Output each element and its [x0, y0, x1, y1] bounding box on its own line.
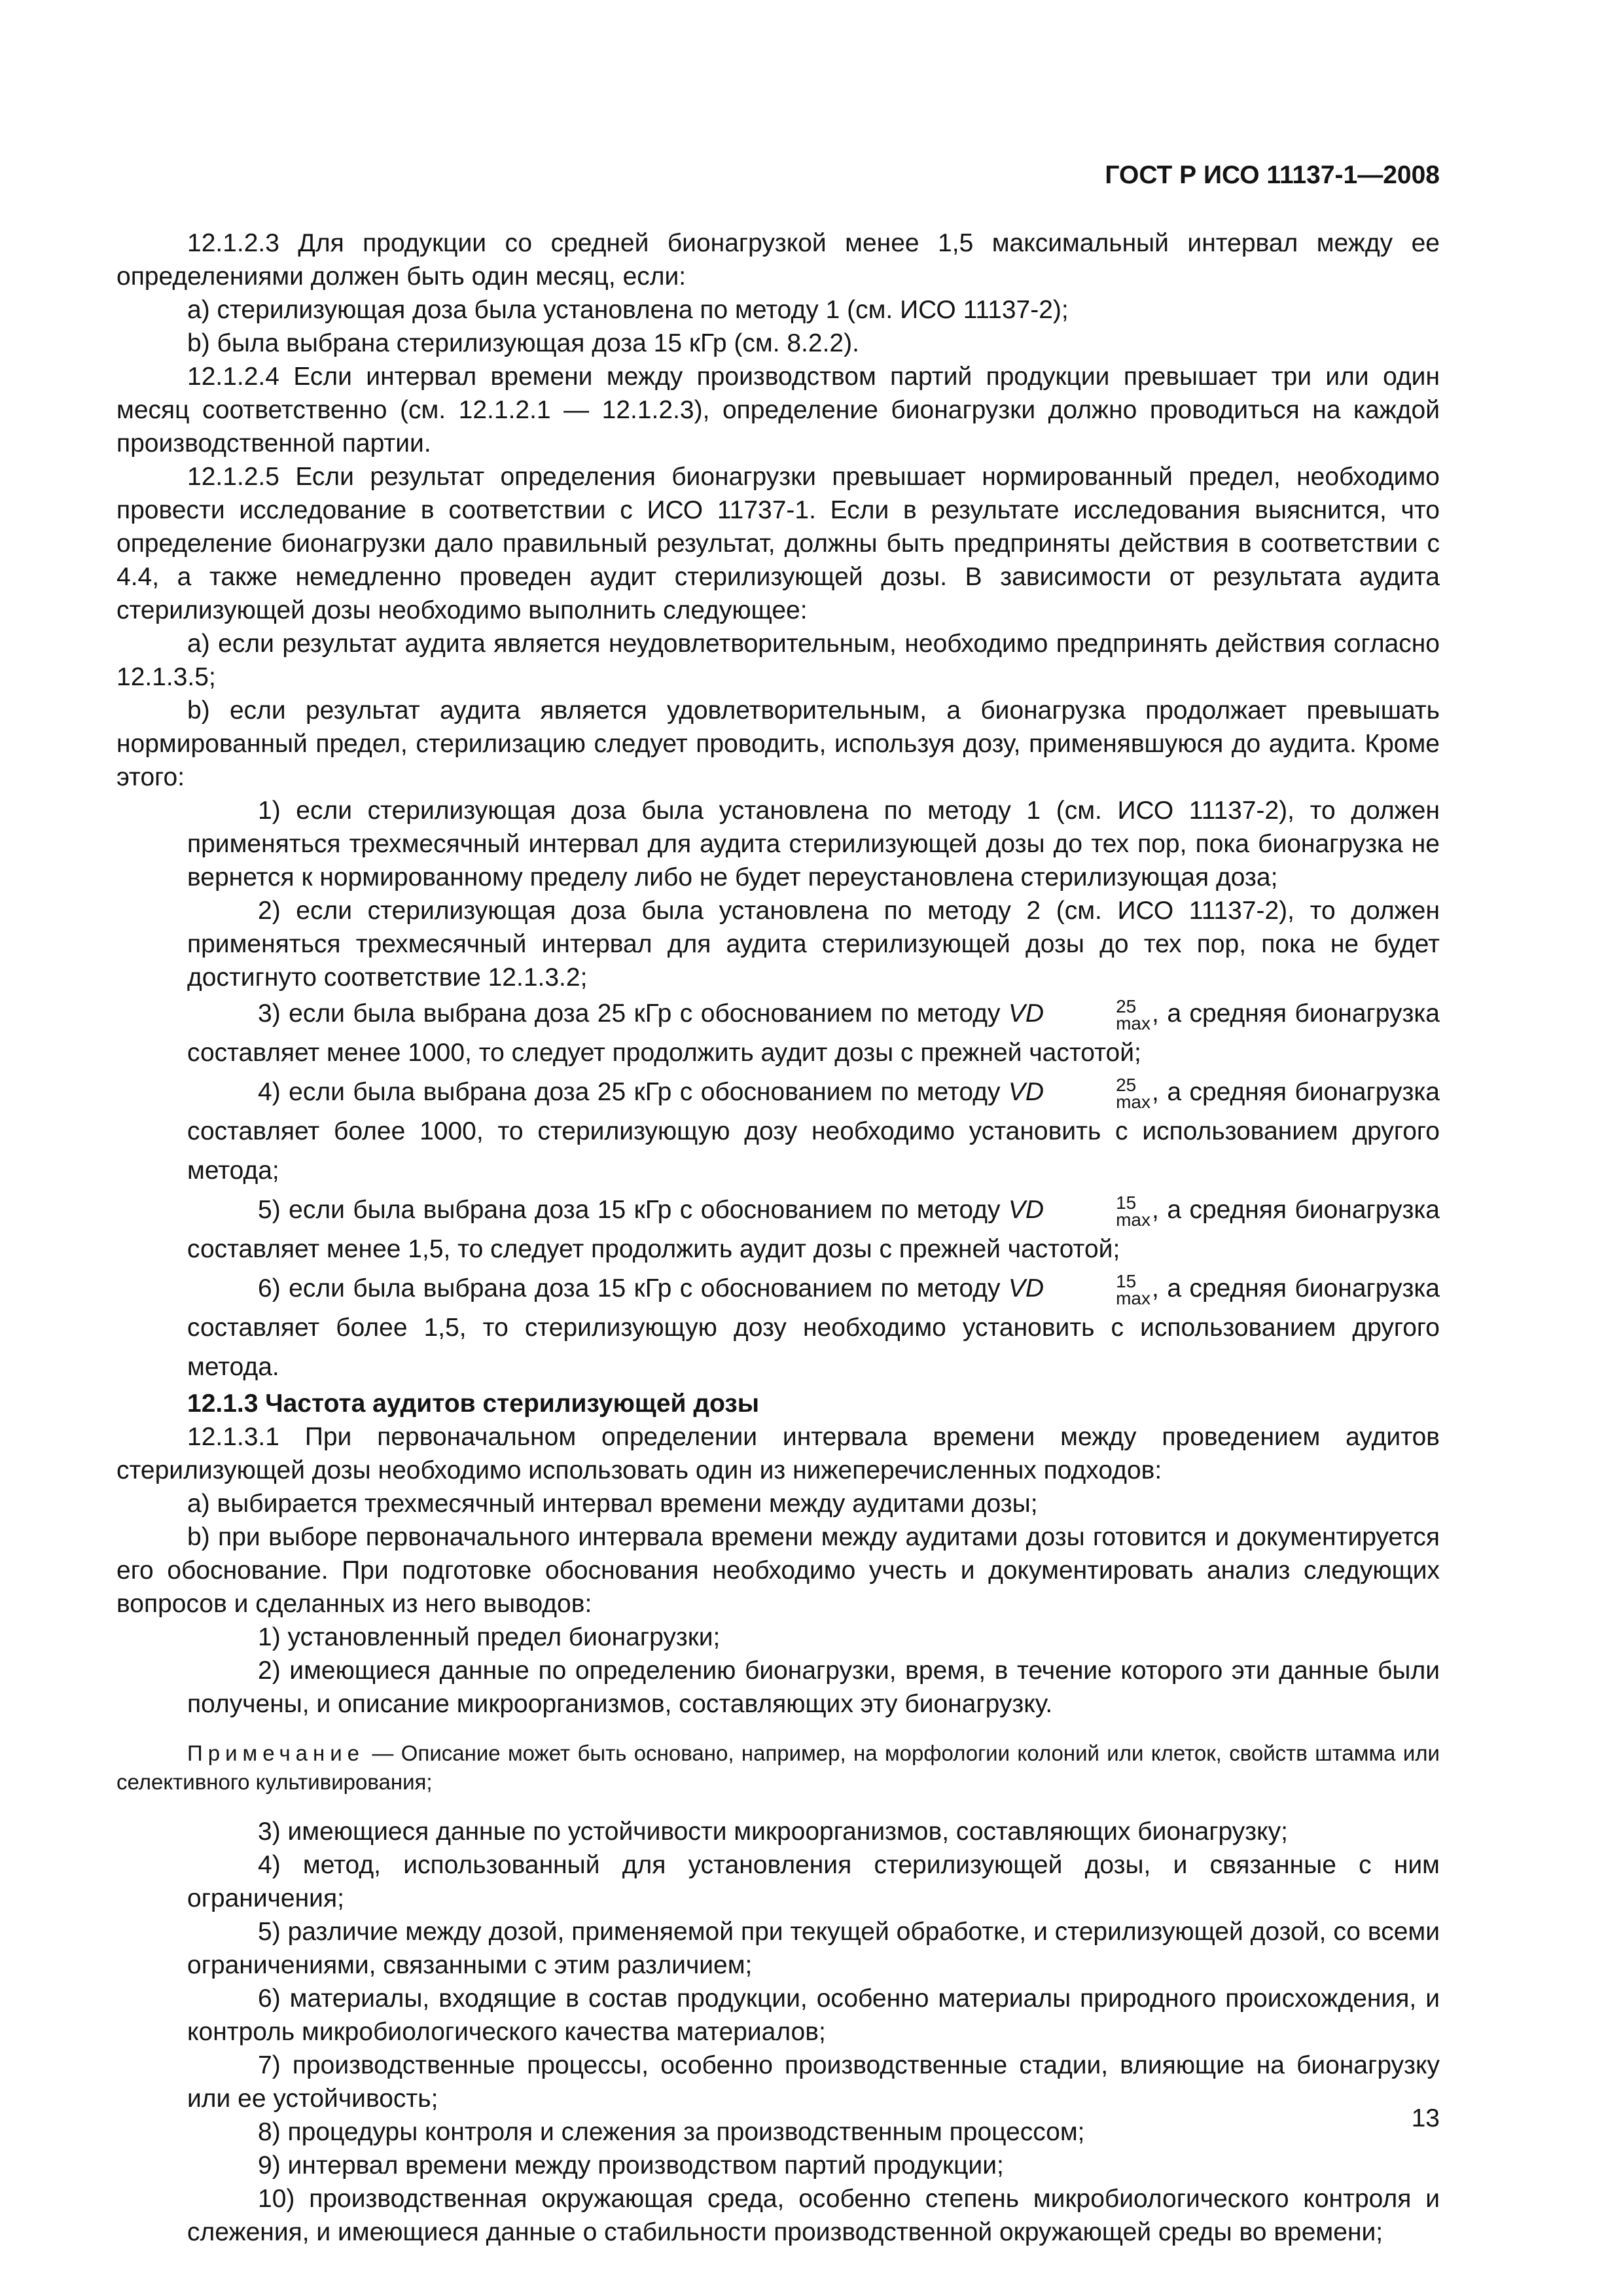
- vd-symbol: VD: [1008, 1274, 1044, 1302]
- vd-superscript: 25: [1116, 996, 1137, 1016]
- list-item: [116, 994, 1440, 1073]
- paragraph: 2) если стерилизующая доза была установлена по методу 2 (см. ИСО 11137-2), то должен применяться трехмесячный интервал для аудита стерилизующей дозы до тех пор, пока не будет достигнуто соответствие 12.1.3.2;: [187, 897, 1440, 992]
- vd-index: [1045, 1194, 1150, 1229]
- vd-superscript: 15: [1116, 1270, 1137, 1291]
- paragraph: 3) имеющиеся данные по устойчивости микроорганизмов, составляющих бионагрузку;: [258, 1818, 1289, 1846]
- list-item-text: , а средняя бионагрузка составляет менее 1000, то следует продолжить аудит дозы с прежней частотой;: [187, 999, 1440, 1067]
- list-item-text: 3) если была выбрана доза 25 кГр с обоснованием по методу: [258, 999, 1008, 1028]
- list-item-text: , а средняя бионагрузка составляет более 1000, то стерилизующую дозу необходимо установить с использованием другого метода;: [187, 1078, 1440, 1185]
- paragraph-group-2: [116, 1420, 1440, 1721]
- vd-subscript: max: [1116, 1287, 1151, 1308]
- list-item: [116, 1269, 1440, 1387]
- vd-subscript: max: [1116, 1013, 1151, 1033]
- vd-index: [1045, 1270, 1151, 1308]
- list-item: [116, 1073, 1440, 1191]
- section-heading: 12.1.3 Частота аудитов стерилизующей дозы: [187, 1390, 760, 1418]
- vd-subscript: max: [1116, 1091, 1151, 1112]
- paragraph: 9) интервал времени между производством партий продукции;: [258, 2151, 1004, 2179]
- paragraph: 5) различие между дозой, применяемой при текущей обработке, и стерилизующей дозой, со всеми ограничениями, связанными с этим различием;: [187, 1918, 1440, 1979]
- paragraph: 1) установленный предел бионагрузки;: [258, 1623, 721, 1651]
- note: [116, 1739, 1440, 1797]
- paragraph: a) стерилизующая доза была установлена по методу 1 (см. ИСО 11137-2);: [187, 296, 1069, 324]
- paragraph: 2) имеющиеся данные по определению бионагрузки, время, в течение которого эти данные были получены, и описание микроорганизмов, составляющих эту бионагрузку.: [187, 1657, 1440, 1718]
- paragraph: 7) производственные процессы, особенно производственные стадии, влияющие на бионагрузку или ее устойчивость;: [187, 2051, 1440, 2113]
- paragraph: 4) метод, использованный для установления стерилизующей дозы, и связанные с ним ограничения;: [187, 1851, 1440, 1912]
- vd-items-group: [116, 994, 1440, 1387]
- vd-symbol: VD: [1008, 1078, 1044, 1106]
- list-item-text: 5) если была выбрана доза 15 кГр с обоснованием по методу: [258, 1196, 1008, 1224]
- paragraph: b) была выбрана стерилизующая доза 15 кГр (см. 8.2.2).: [187, 329, 859, 357]
- paragraph-group-1: [116, 226, 1440, 994]
- vd-symbol: VD: [1008, 999, 1044, 1028]
- vd-superscript: 25: [1116, 1074, 1137, 1095]
- list-item-text: , а средняя бионагрузка составляет более 1,5, то стерилизующую дозу необходимо установить с использованием другого метода.: [187, 1274, 1440, 1381]
- document-page: [116, 0, 1440, 2296]
- paragraph: 8) процедуры контроля и слежения за производственным процессом;: [258, 2118, 1085, 2146]
- list-item-text: 6) если была выбрана доза 15 кГр с обоснованием по методу: [258, 1274, 1008, 1302]
- paragraph-group-3: [116, 1815, 1440, 2249]
- note-label: Примечание: [187, 1741, 365, 1765]
- vd-symbol: VD: [1008, 1196, 1044, 1224]
- paragraph: 6) материалы, входящие в состав продукции, особенно материалы природного происхождения, и контроль микробиологического качества материалов;: [187, 1984, 1440, 2046]
- paragraph: 10) производственная окружающая среда, особенно степень микробиологического контроля и слежения, и имеющиеся данные о стабильности производственной окружающей среды во времени;: [187, 2185, 1440, 2246]
- paragraph: a) если результат аудита является неудовлетворительным, необходимо предпринять действия согласно 12.1.3.5;: [116, 630, 1440, 691]
- note-text: — Описание может быть основано, например, на морфологии колоний или клеток, свойств штамма или селективного культивирования;: [116, 1741, 1440, 1794]
- vd-index: [1045, 998, 1150, 1032]
- paragraph: 12.1.3.1 При первоначальном определении интервала времени между проведением аудитов стерилизующей дозы необходимо использовать один из нижеперечисленных подходов:: [116, 1423, 1440, 1484]
- paragraph: 1) если стерилизующая доза была установлена по методу 1 (см. ИСО 11137-2), то должен применяться трехмесячный интервал для аудита стерилизующей дозы до тех пор, пока бионагрузка не вернется к нормированному пределу либо не будет переустановлена стерилизующая доза;: [187, 797, 1440, 891]
- paragraph: 12.1.2.4 Если интервал времени между производством партий продукции превышает три или один месяц соответственно (см. 12.1.2.1 — 12.1.2.3), определение бионагрузки должно проводиться на каждой производственной партии.: [116, 363, 1440, 457]
- paragraph: 12.1.2.5 Если результат определения бионагрузки превышает нормированный предел, необходимо провести исследование в соответствии с ИСО 11737-1. Если в результате исследования выяснится, что определение бионагрузки дало правильный результат, должны быть предприняты действия в соответствии с 4.4, а также немедленно проведен аудит стерилизующей дозы. В зависимости от результата аудита стерилизующей дозы необходимо выполнить следующее:: [116, 463, 1440, 624]
- paragraph: b) если результат аудита является удовлетворительным, а бионагрузка продолжает превышать нормированный предел, стерилизацию следует проводить, используя дозу, применявшуюся до аудита. Кроме этого:: [116, 696, 1440, 791]
- list-item: [116, 1191, 1440, 1269]
- document-header: ГОСТ Р ИСО 11137-1—2008: [1105, 161, 1440, 189]
- paragraph: b) при выборе первоначального интервала времени между аудитами дозы готовится и документируется его обоснование. При подготовке обоснования необходимо учесть и документировать анализ следующих вопросов и сделанных из него выводов:: [116, 1523, 1440, 1618]
- vd-subscript: max: [1116, 1209, 1151, 1230]
- page-number: 13: [1411, 2104, 1440, 2132]
- list-item-text: , а средняя бионагрузка составляет менее 1,5, то следует продолжить аудит дозы с прежней частотой;: [187, 1196, 1440, 1263]
- document-body: [116, 226, 1440, 2249]
- paragraph: a) выбирается трехмесячный интервал времени между аудитами дозы;: [187, 1490, 1038, 1518]
- vd-superscript: 15: [1116, 1192, 1137, 1213]
- paragraph: 12.1.2.3 Для продукции со средней бионагрузкой менее 1,5 максимальный интервал между ее определениями должен быть один месяц, если:: [116, 229, 1440, 291]
- vd-index: [1045, 1074, 1151, 1112]
- list-item-text: 4) если была выбрана доза 25 кГр с обоснованием по методу: [258, 1078, 1008, 1106]
